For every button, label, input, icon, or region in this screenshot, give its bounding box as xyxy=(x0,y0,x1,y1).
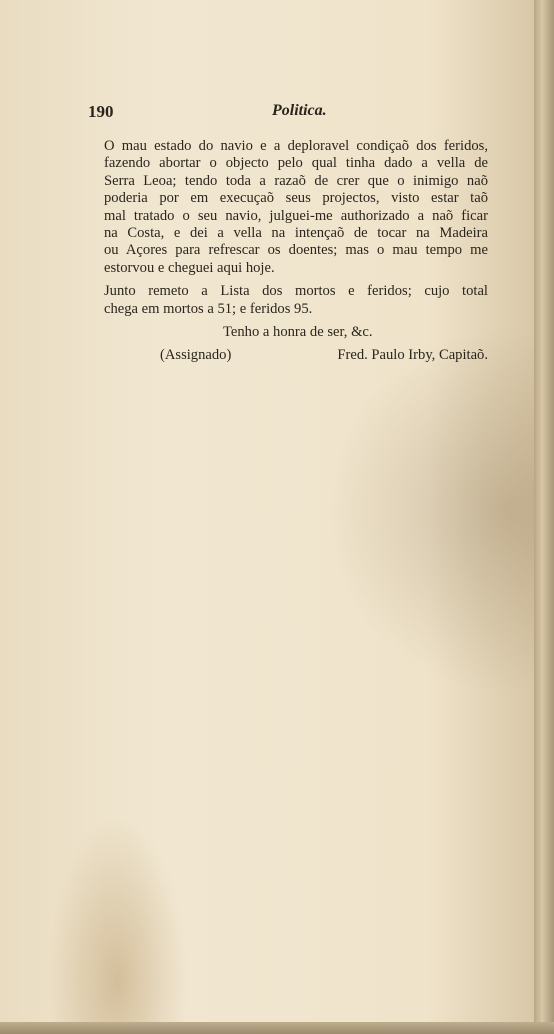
text-line: estorvou e cheguei aqui hoje. xyxy=(104,259,275,276)
text-line: chega em mortos a 51; e feridos 95. xyxy=(104,300,313,317)
paragraph-2 xyxy=(88,283,488,318)
text-line: O mau estado do navio e a deploravel condiçaõ dos feridos, xyxy=(104,138,488,154)
text-line: fazendo abortar o objecto pelo qual tinha dado a vella de xyxy=(104,155,488,172)
page-number: 190 xyxy=(88,102,114,121)
body-text xyxy=(88,138,488,365)
text-line: poderia por em execuçaõ seus projectos, visto estar taõ xyxy=(104,190,488,207)
paragraph-1 xyxy=(88,138,488,277)
running-head: Politica. xyxy=(272,102,327,119)
closing-line: Tenho a honra de ser, &c. xyxy=(223,324,373,341)
text-line: Serra Leoa; tendo toda a razaõ de crer que o inimigo naõ xyxy=(104,172,488,189)
page-header xyxy=(88,102,488,126)
signatory-name: Fred. Paulo Irby, Capitaõ. xyxy=(337,347,488,364)
text-line: ou Açores para refrescar os doentes; mas o mau tempo me xyxy=(104,242,488,259)
text-line: mal tratado o seu navio, julguei-me authorizado a naõ ficar xyxy=(104,207,488,224)
text-line: na Costa, e dei a vella na intençaõ de tocar na Madeira xyxy=(104,225,488,242)
page-edge-right xyxy=(534,0,554,1034)
page-edge-bottom xyxy=(0,1022,554,1034)
assignado-label: (Assignado) xyxy=(160,347,232,364)
text-line: Junto remeto a Lista dos mortos e feridos; cujo total xyxy=(104,283,488,300)
signature-line xyxy=(88,347,488,364)
